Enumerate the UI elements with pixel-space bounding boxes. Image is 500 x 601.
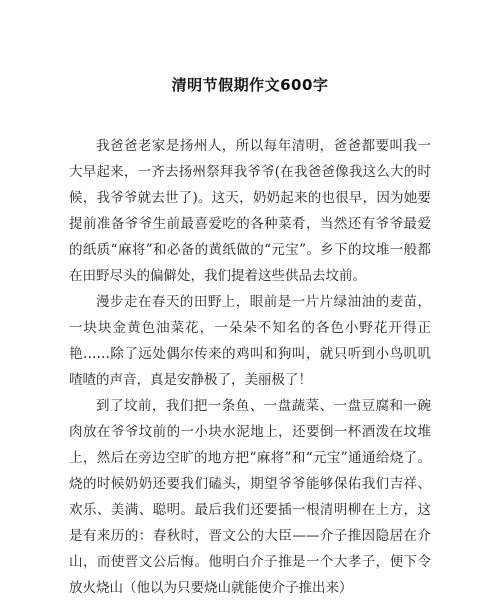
- document-title: 清明节假期作文600字: [171, 76, 329, 94]
- document-body: [69, 133, 431, 601]
- paragraph-1: 我爸爸老家是扬州人，所以每年清明，爸爸都要叫我一大早起来，一齐去扬州祭拜我爷爷(在我爸爸像我这么大的时候，我爷爷就去世了)。这天，奶奶起来的也很早，因为她要提前准备爷爷生前最喜爱吃的各种菜肴，当然还有爷爷最爱的纸质“麻将”和必备的黄纸做的“元宝”。乡下的坟堆一般都在田野尽头的偏僻处，我们提着这些供品去坟前。: [69, 138, 431, 284]
- paragraph-3: 到了坟前，我们把一条鱼、一盘蔬菜、一盘豆腐和一碗肉放在爷爷坟前的一小块水泥地上，还要倒一杯酒泼在坟堆上，然后在旁边空旷的地方把“麻将”和“元宝”通通给烧了。烧的时候奶奶还要我们磕头，期望爷爷能够保佑我们吉祥、欢乐、美满、聪明。最后我们还要插一根清明柳在上方，这是有来历的：春秋时，晋文公的大臣——介子推因隐居在介山，而使晋文公后悔。他明白介子推是一个大孝子，便下令放火烧山（他以为只要烧山就能使介子推出来）: [69, 398, 431, 596]
- paragraph-2: 漫步走在春天的田野上，眼前是一片片绿油油的麦苗，一块块金黄色油菜花，一朵朵不知名的各色小野花开得正艳……除了远处偶尔传来的鸡叫和狗叫，就只听到小鸟叽叽喳喳的声音，真是安静极了，美丽极了！: [69, 294, 431, 388]
